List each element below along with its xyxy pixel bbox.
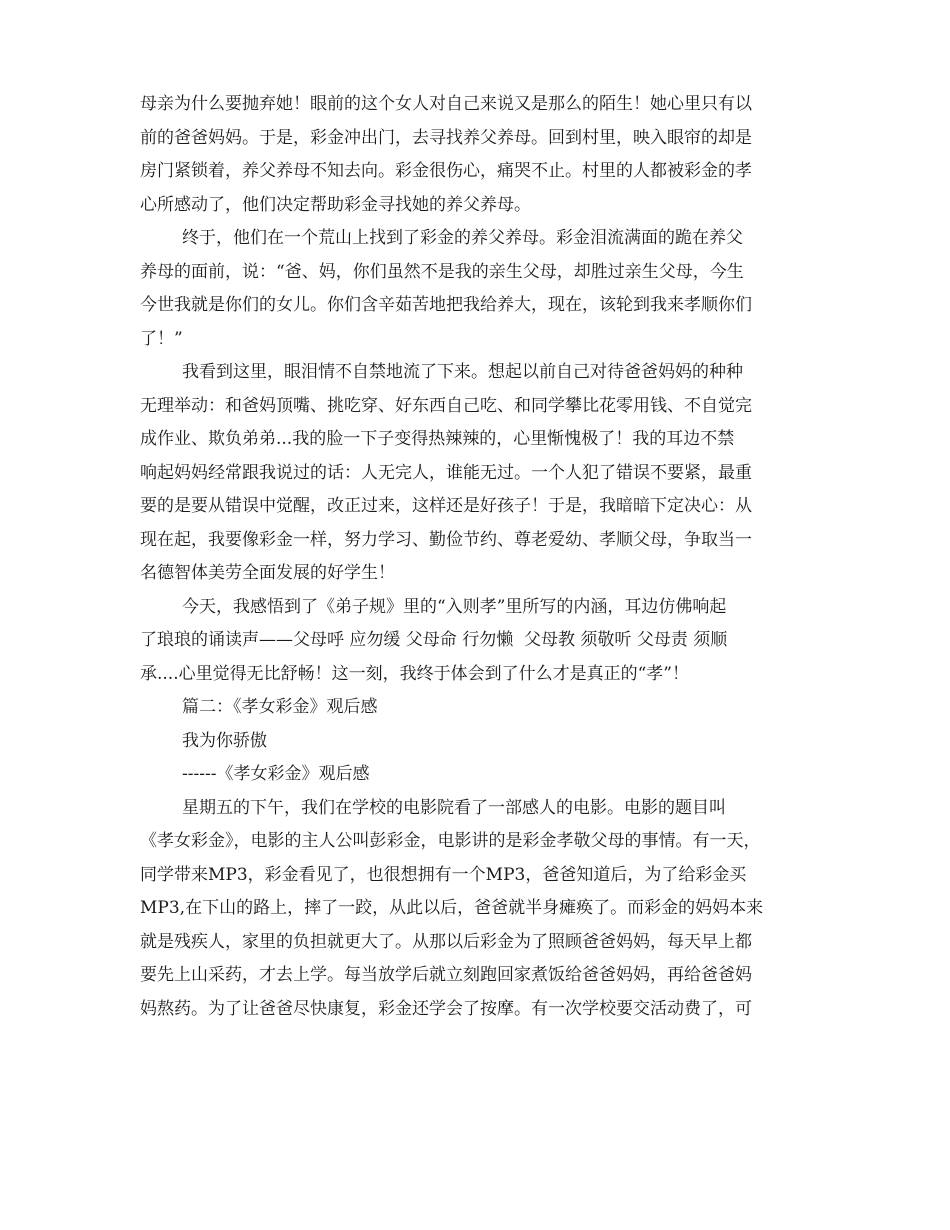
text-line: 要先上山采药，才去上学。每当放学后就立刻跑回家煮饭给爸爸妈妈，再给爸爸妈 [140,965,752,985]
text-line: 今世我就是你们的女儿。你们含辛茹苦地把我给养大，现在，该轮到我来孝顺你们 [140,295,752,315]
text-line: 响起妈妈经常跟我说过的话：人无完人，谁能无过。一个人犯了错误不要紧，最重 [140,462,752,483]
text-line: 前的爸爸妈妈。于是，彩金冲出门，去寻找养父养母。回到村里，映入眼帘的却是 [140,127,752,148]
text-line: 就是残疾人，家里的负担就更大了。从那以后彩金为了照顾爸爸妈妈，每天早上都 [140,931,752,952]
text-line: 母亲为什么要抛弃她！眼前的这个女人对自己来说又是那么的陌生！她心里只有以 [140,94,752,114]
text-line: 承....心里觉得无比舒畅！这一刻，我终于体会到了什么才是真正的“孝”！ [140,663,689,684]
text-line: 妈熬药。为了让爸爸尽快康复，彩金还学会了按摩。有一次学校要交活动费了，可 [140,998,752,1019]
text-line: ------《孝女彩金》观后感 [182,764,370,784]
text-line: 今天，我感悟到了《弟子规》里的“入则孝”里所写的内涵，耳边仿佛响起 [182,596,727,617]
text-line: 名德智体美劳全面发展的好学生！ [140,563,395,583]
text-line: 星期五的下午，我们在学校的电影院看了一部感人的电影。电影的题目叫 [182,797,726,818]
text-line: 了！” [140,328,183,349]
text-line: 要的是要从错误中觉醒，改正过来，这样还是好孩子！于是，我暗暗下定决心：从 [140,496,752,516]
text-line: 终于，他们在一个荒山上找到了彩金的养父养母。彩金泪流满面的跪在养父 [182,228,743,248]
text-line: 《孝女彩金》，电影的主人公叫彭彩金，电影讲的是彩金孝敬父母的事情。有一天， [140,831,761,851]
text-line: 同学带来MP3，彩金看见了，也很想拥有一个MP3，爸爸知道后，为了给彩金买 [140,864,747,885]
text-line: 养母的面前，说：“爸、妈，你们虽然不是我的亲生父母，却胜过亲生父母，今生 [140,261,744,282]
text-line: 成作业、欺负弟弟...我的脸一下子变得热辣辣的，心里惭愧极了！我的耳边不禁 [140,429,735,449]
text-line: 了琅琅的诵读声——父母呼 应勿缓 父母命 行勿懒 父母教 须敬听 父母责 须顺 [140,630,728,650]
text-line: 我看到这里，眼泪情不自禁地流了下来。想起以前自己对待爸爸妈妈的种种 [182,362,743,382]
text-line: 现在起，我要像彩金一样，努力学习、勤俭节约、尊老爱幼、孝顺父母，争取当一 [140,529,752,550]
text-line: 心所感动了，他们决定帮助彩金寻找她的养父养母。 [140,194,531,215]
text-line: 房门紧锁着，养父养母不知去向。彩金很伤心，痛哭不止。村里的人都被彩金的孝 [140,161,752,181]
text-line: 无理举动：和爸妈顶嘴、挑吃穿、好东西自己吃、和同学攀比花零用钱、不自觉完 [140,395,752,416]
document-body [140,88,812,1026]
text-line: 篇二：《孝女彩金》观后感 [182,697,378,717]
text-line: 我为你骄傲 [182,730,267,751]
text-line: MP3,在下山的路上，摔了一跤，从此以后，爸爸就半身瘫痪了。而彩金的妈妈本来 [140,898,764,918]
